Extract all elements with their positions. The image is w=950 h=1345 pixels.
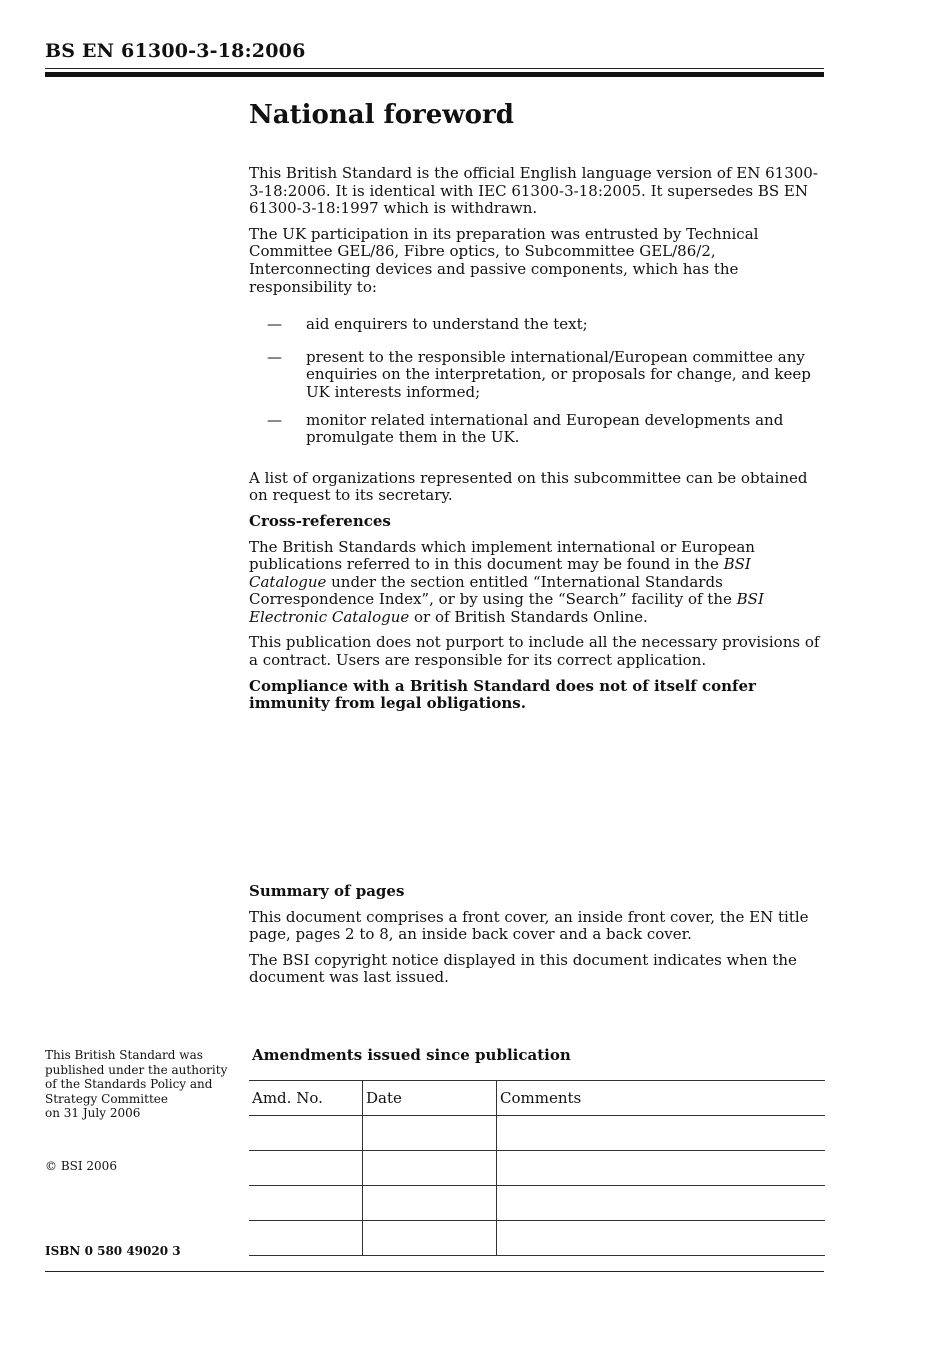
compliance-statement: Compliance with a British Standard does not of itself confer immunity from legal obligations. [249, 676, 756, 713]
table-row [249, 1186, 825, 1221]
list-item [249, 349, 825, 402]
cross-references-paragraph: The British Standards which implement international or European publications referred to in this document may be found in the BSI Catalogue under the section entitled “International Standards Correspondence Index”, or by using the “Search” facility of the BSI Electronic Catalogue or of British Standards Online. [249, 537, 764, 626]
org-list-paragraph: A list of organizations represented on this subcommittee can be obtained on request to its secretary. [249, 468, 808, 505]
list-item [249, 316, 825, 334]
page-title: National foreword [249, 100, 514, 130]
amendments-table [249, 1080, 825, 1256]
intro-paragraph-2: The UK participation in its preparation was entrusted by Technical Committee GEL/86, Fibre optics, to Subcommittee GEL/86/2, Interconnecting devices and passive components, which has the responsibility to: [249, 224, 759, 296]
table-row [249, 1151, 825, 1186]
column-header-amd-no: Amd. No. [249, 1081, 363, 1116]
foreword-body [249, 165, 825, 721]
list-item-text: present to the responsible international/European committee any enquiries on the interpretation, or proposals for change, and keep UK interests informed; [306, 347, 811, 401]
copyright-note: © BSI 2006 [45, 1159, 117, 1173]
contract-paragraph: This publication does not purport to include all the necessary provisions of a contract. Users are responsible for its correct application. [249, 633, 820, 670]
column-header-date: Date [363, 1081, 497, 1116]
column-header-comments: Comments [497, 1081, 826, 1116]
isbn: ISBN 0 580 49020 3 [45, 1244, 181, 1258]
list-dash: — [267, 315, 282, 334]
header-divider-thick [45, 72, 824, 77]
cross-references-heading: Cross-references [249, 511, 391, 530]
list-dash: — [267, 410, 282, 429]
summary-paragraph-2: The BSI copyright notice displayed in this document indicates when the document was last issued. [249, 950, 797, 987]
table-row [249, 1116, 825, 1151]
summary-heading: Summary of pages [249, 882, 405, 900]
header-divider-thin [45, 68, 824, 69]
list-item [249, 412, 825, 447]
document-id: BS EN 61300-3-18:2006 [45, 40, 306, 62]
summary-paragraph-1: This document comprises a front cover, an inside front cover, the EN title page, pages 2 to 8, an inside back cover and a back cover. [249, 907, 809, 944]
intro-paragraph-1: This British Standard is the official English language version of EN 61300-3-18:2006. It is identical with IEC 61300-3-18:2005. It supersedes BS EN 61300-3-18:1997 which is withdrawn. [249, 164, 818, 218]
table-row [249, 1221, 825, 1256]
list-item-text: aid enquirers to understand the text; [306, 315, 588, 334]
summary-section [249, 883, 825, 995]
amendments-title: Amendments issued since publication [252, 1046, 571, 1064]
list-item-text: monitor related international and European developments and promulgate them in the UK. [306, 410, 784, 447]
footer-divider [45, 1271, 824, 1272]
list-dash: — [267, 347, 282, 366]
publication-note: This British Standard was published under the authority of the Standards Policy and Strategy Committee on 31 July 2006 [45, 1048, 228, 1121]
table-header-row [249, 1081, 825, 1116]
